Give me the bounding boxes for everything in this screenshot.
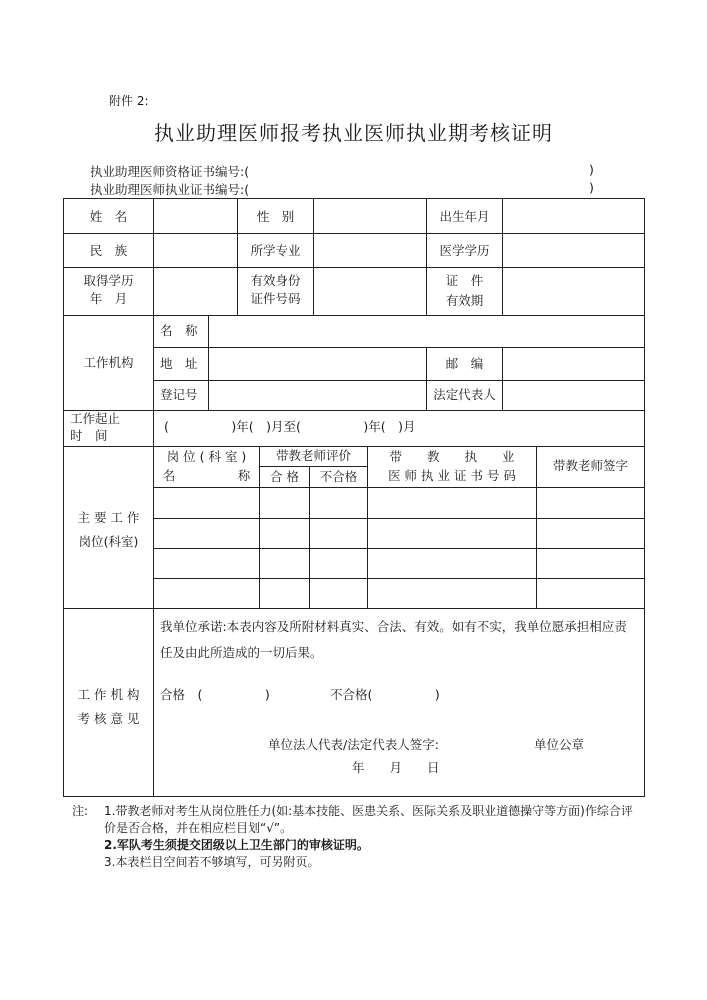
note-item-1: 1.带教老师对考生从岗位胜任力(如:基本技能、医患关系、医际关系及职业道德操守等方面)作综合评价是否合格，并在相应栏目划“√”。 <box>104 804 633 835</box>
reg-no-label: 登记号 <box>160 387 198 402</box>
col-cert-header-1: 带 教 执 业 <box>389 449 515 464</box>
education-label: 医学学历 <box>439 243 490 258</box>
col-cert-header-2: 医 师 执 业 证 书 号 码 <box>388 468 516 483</box>
seal-label: 单位公章 <box>534 737 585 752</box>
qualification-cert-label: 执业助理医师资格证书编号:( <box>90 164 250 179</box>
review-section-label-1: 工 作 机 构 <box>77 687 140 702</box>
major-label: 所学专业 <box>250 243 301 258</box>
note-item-2: 2.军队考生须提交团级以上卫生部门的审核证明。 <box>104 838 369 852</box>
period-label-2: 时 间 <box>70 428 108 443</box>
org-section-label: 工作机构 <box>83 355 134 370</box>
date-label: 年 月 日 <box>352 760 440 775</box>
col-sign-header: 带教老师签字 <box>552 458 628 473</box>
promise-statement: 我单位承诺:本表内容及所附材料真实、合法、有效。如有不实，我单位愿承担相应责任及由此所造成的一切后果。 <box>160 619 627 660</box>
practice-cert-label: 执业助理医师执业证书编号:( <box>90 182 250 197</box>
id-label-2: 证件号码 <box>250 291 301 306</box>
period-text: ( )年( )月至( )年( )月 <box>164 419 416 434</box>
col-fail-header: 不合格 <box>319 469 358 484</box>
col-pass-header: 合 格 <box>270 469 299 484</box>
ethnicity-label: 民 族 <box>89 243 128 258</box>
degree-date-label-2: 年 月 <box>89 291 128 306</box>
col-eval-header: 带教老师评价 <box>275 448 351 463</box>
degree-date-label-1: 取得学历 <box>83 273 134 288</box>
period-label-1: 工作起止 <box>70 411 121 426</box>
birth-label: 出生年月 <box>439 209 490 224</box>
practice-cert-close: ) <box>589 180 594 195</box>
id-label-1: 有效身份 <box>250 273 301 288</box>
legal-rep-label: 法定代表人 <box>433 387 496 402</box>
col-post-header-1: 岗 位 ( 科 室 ) <box>166 449 247 464</box>
document-title: 执业助理医师报考执业医师执业期考核证明 <box>154 121 553 145</box>
validity-label-2: 有效期 <box>445 293 484 308</box>
note-item-3: 3.本表栏目空间若不够填写，可另附页。 <box>104 855 320 869</box>
validity-label-1: 证 件 <box>445 273 484 288</box>
notes <box>72 803 644 871</box>
posts-section-label-1: 主 要 工 作 <box>77 510 140 525</box>
notes-label: 注: <box>72 804 89 818</box>
fail-option: 不合格( ) <box>330 687 440 702</box>
posts-section-label-2: 岗位(科室) <box>78 534 139 549</box>
review-section-label-2: 考 核 意 见 <box>77 711 140 726</box>
signature-label: 单位法人代表/法定代表人签字: <box>268 737 439 752</box>
attachment-label: 附件 2: <box>109 94 149 108</box>
org-address-label: 地 址 <box>160 356 198 371</box>
pass-option: 合格 ( ) <box>160 687 270 702</box>
name-label: 姓 名 <box>89 209 128 224</box>
postcode-label: 邮 编 <box>445 356 484 371</box>
org-name-label: 名 称 <box>160 323 198 338</box>
qualification-cert-close: ) <box>589 162 594 177</box>
col-post-header-2: 名 称 <box>162 468 251 483</box>
gender-label: 性 别 <box>256 209 295 224</box>
